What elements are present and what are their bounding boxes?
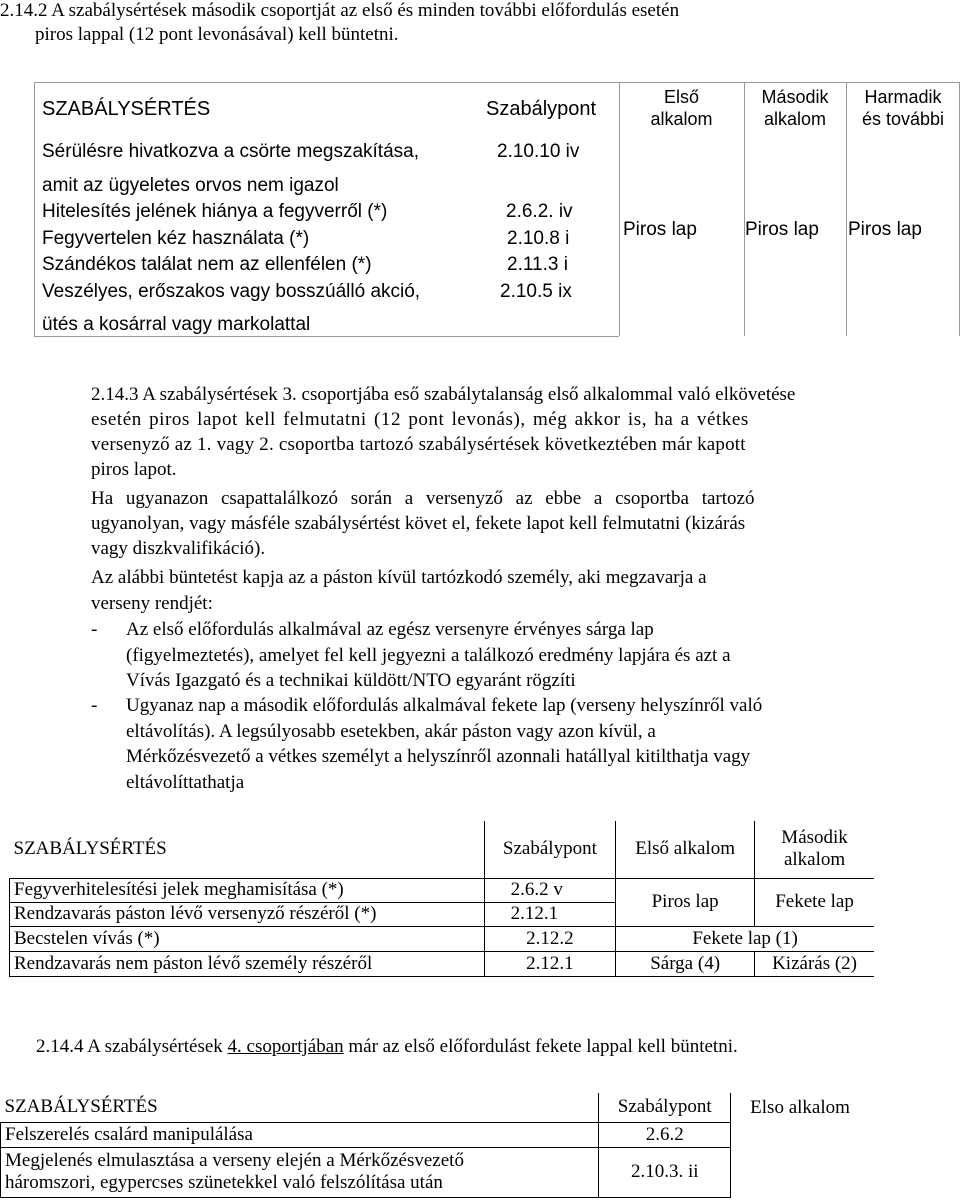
table1-header-third: Harmadik és további (861, 87, 945, 129)
table2-second-penalty: Fekete lap (755, 878, 874, 926)
table3-header-first: Elso alkalom (731, 1093, 869, 1122)
bullet-dash: - (91, 695, 98, 716)
table1-row-text: Fegyvertelen kéz használata (*) (42, 228, 310, 249)
bullet-2-line-1: Ugyanaz nap a második előfordulás alkalmával fekete lap (verseny helyszínről való (126, 695, 763, 716)
table2-first-penalty: Sárga (4) (616, 951, 755, 976)
table1-row-text: Szándékos találat nem az ellenfélen (*) (42, 254, 372, 275)
table2-first-penalty: Piros lap (616, 878, 755, 926)
table3-row-code: 2.6.2 (599, 1122, 731, 1147)
table1-header-second: Második alkalom (761, 87, 829, 129)
table1-header-violation: SZABÁLYSÉRTÉS (42, 98, 211, 120)
table1-row-code: 2.10.8 i (507, 228, 570, 249)
bullet-1-line-2: (figyelmeztetés), amelyet fel kell jegyezni a találkozó eredmény lapjára és azt a (126, 645, 731, 666)
table1-row-text: Sérülésre hivatkozva a csörte megszakítása, (42, 141, 420, 162)
section-2-14-3-line-5: Ha ugyanazon csapattalálkozó során a versenyző az ebbe a csoportba tartozó (91, 488, 755, 509)
table2-merged-penalty: Fekete lap (1) (616, 926, 874, 951)
table1-penalty-third: Piros lap (848, 219, 922, 240)
table3-header-point: Szabálypont (599, 1093, 731, 1122)
table2-row-text: Fegyverhitelesítési jelek meghamisítása (*) (10, 878, 485, 902)
group-4-underlined: 4. csoportjában (227, 1036, 344, 1057)
table3-row-text: Megjelenés elmulasztása a verseny elején a Mérkőzésvezető háromszori, egypercses szünetekkel való felszólítása után (1, 1147, 599, 1197)
section-2-14-3-line-4: piros lapot. (91, 459, 177, 480)
table2-row-text: Becstelen vívás (*) (10, 926, 485, 951)
table1-row-text: Veszélyes, erőszakos vagy bosszúálló akció, (42, 281, 421, 302)
table1-header-point: Szabálypont (486, 98, 597, 120)
section-2-14-3-line-7: vagy diszkvalifikáció). (91, 538, 266, 559)
bullet-2-line-4: eltávolíttathatja (126, 772, 245, 793)
table1-penalty-second: Piros lap (745, 219, 819, 240)
table1-header-first: Első alkalom (650, 87, 713, 129)
bullet-1-line-1: Az első előfordulás alkalmával az egész versenyre érvényes sárga lap (126, 619, 654, 640)
section-2-14-4: 2.14.4 A szabálysértések 4. csoportjában már az első előfordulást fekete lappal kell büntetni. (36, 1036, 738, 1057)
bullet-dash: - (91, 619, 98, 640)
table3-row-text: Felszerelés csalárd manipulálása (1, 1122, 599, 1147)
table3-header-violation: SZABÁLYSÉRTÉS (1, 1093, 599, 1122)
section-2-14-3-line-3: versenyző az 1. vagy 2. csoportba tartozó szabálysértések következtében már kapott (91, 434, 746, 455)
table2-row-text: Rendzavarás páston lévő versenyző részéről (*) (10, 902, 485, 926)
table2-row-code: 2.12.1 (484, 902, 616, 926)
table1-row-code: 2.11.3 i (507, 254, 568, 275)
section-2-14-3-line-1: 2.14.3 A szabálysértések 3. csoportjába eső szabálytalanság első alkalommal való elkövetése (91, 384, 796, 405)
violation-table-group-4 (0, 1093, 869, 1198)
table2-row-code: 2.12.2 (484, 926, 616, 951)
table2-row-code: 2.12.1 (484, 951, 616, 976)
table2-row-code: 2.6.2 v (484, 878, 616, 902)
table3-row-code: 2.10.3. ii (599, 1147, 731, 1197)
section-2-14-3-line-6: ugyanolyan, vagy másféle szabálysértést követ el, fekete lapot kell felmutatni (kizárás (91, 513, 746, 534)
bullet-2-line-3: Mérkőzésvezető a vétkes személyt a helyszínről azonnali hatállyal kitilthatja vagy (126, 746, 751, 767)
bullet-2-line-2: eltávolítás). A legsúlyosabb esetekben, akár páston vagy azon kívül, a (126, 721, 656, 742)
section-2-14-3-line-2: esetén piros lapot kell felmutatni (12 pont levonás), még akkor is, ha a vétkes (91, 409, 749, 430)
table2-header-point: Szabálypont (484, 821, 616, 878)
table1-row-text: amit az ügyeletes orvos nem igazol (42, 175, 339, 196)
violation-table-group-3 (9, 821, 874, 977)
table1-row-text: ütés a kosárral vagy markolattal (42, 314, 311, 335)
table1-row-code: 2.6.2. iv (506, 201, 573, 222)
section-2-14-2-line-2: piros lappal (12 pont levonásával) kell büntetni. (35, 24, 399, 45)
table1-row-text: Hitelesítés jelének hiánya a fegyverről (*) (42, 201, 388, 222)
bullet-1-line-3: Vívás Igazgató és a technikai küldött/NTO egyaránt rögzíti (126, 670, 576, 691)
table1-row-code: 2.10.5 ix (500, 281, 572, 302)
table2-header-second: Második alkalom (755, 821, 874, 878)
section-2-14-3-line-9: verseny rendjét: (91, 593, 213, 614)
table2-header-first: Első alkalom (616, 821, 755, 878)
violation-table-group-2 (34, 82, 960, 336)
section-2-14-3-line-8: Az alábbi büntetést kapja az a páston kívül tartózkodó személy, aki megzavarja a (91, 567, 707, 588)
table2-second-penalty: Kizárás (2) (755, 951, 874, 976)
table2-header-violation: SZABÁLYSÉRTÉS (10, 821, 485, 878)
table1-penalty-first: Piros lap (623, 219, 697, 240)
table1-row-code: 2.10.10 iv (497, 141, 580, 162)
table2-row-text: Rendzavarás nem páston lévő személy részéről (10, 951, 485, 976)
section-2-14-2-line-1: 2.14.2 A szabálysértések második csoportját az első és minden további előfordulás esetén (0, 0, 680, 21)
